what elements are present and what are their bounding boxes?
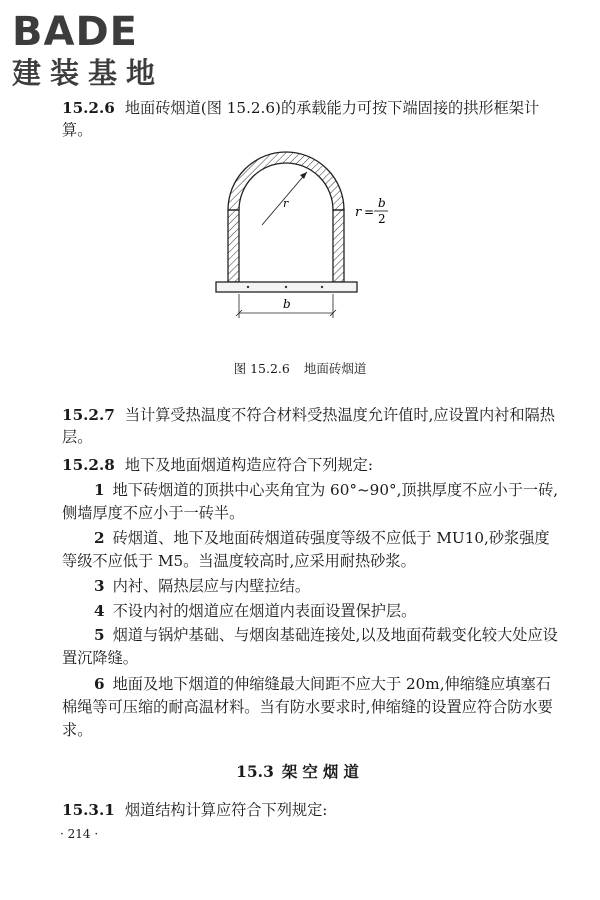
item-number: 3: [94, 577, 105, 595]
dimension-b-label: b: [283, 297, 291, 311]
clause-15-2-8: [62, 454, 562, 476]
list-item: [62, 575, 562, 598]
clause-number: 15.2.6: [62, 99, 115, 117]
clause-number: 15.2.8: [62, 456, 115, 474]
logo-brand: BADE: [12, 9, 138, 55]
clause-15-3-1: [62, 799, 562, 821]
list-item: [62, 600, 562, 623]
item-number: 4: [94, 602, 105, 620]
frac-den-label: 2: [378, 212, 386, 226]
caption-number: 图 15.2.6: [233, 361, 290, 376]
figure-brick-flue: [0, 0, 600, 360]
clause-text: 地下及地面烟道构造应符合下列规定:: [124, 456, 373, 474]
item-text: 地下砖烟道的顶拱中心夹角宜为 60°~90°,顶拱厚度不应小于一砖,侧墙厚度不应小于一砖半。: [62, 481, 559, 522]
right-wall: [333, 210, 344, 282]
item-number: 6: [94, 675, 105, 693]
page-number: · 214 ·: [60, 827, 99, 841]
eq-label: =: [364, 205, 375, 219]
frac-num-label: b: [378, 196, 386, 210]
item-number: 5: [94, 626, 105, 644]
section-title: 架空烟道: [281, 762, 364, 781]
clause-15-2-7: [62, 404, 562, 448]
section-number: 15.3: [236, 762, 274, 781]
list-item: [62, 479, 562, 525]
section-heading-15-3: [0, 760, 600, 782]
list-item: [62, 527, 562, 573]
item-number: 2: [94, 529, 105, 547]
item-text: 地面及地下烟道的伸缩缝最大间距不应大于 20m,伸缩缝应填塞石棉绳等可压缩的耐高温材料。当有防水要求时,伸缩缝的设置应符合防水要求。: [62, 675, 553, 739]
list-item: [62, 673, 562, 742]
clause-text: 烟道结构计算应符合下列规定:: [124, 801, 328, 819]
clause-text: 地面砖烟道(图 15.2.6)的承载能力可按下端固接的拱形框架计算。: [62, 99, 540, 139]
left-wall: [228, 210, 239, 282]
radius-label: r: [283, 197, 289, 210]
r-label: r: [355, 205, 362, 220]
item-text: 不设内衬的烟道应在烟道内表面设置保护层。: [112, 602, 417, 620]
item-text: 内衬、隔热层应与内壁拉结。: [112, 577, 311, 595]
figure-caption: [0, 359, 600, 377]
logo-subtitle: 建装基地: [12, 56, 165, 90]
caption-title: 地面砖烟道: [303, 361, 367, 376]
clause-number: 15.3.1: [62, 801, 115, 819]
item-text: 烟道与锅炉基础、与烟囱基础连接处,以及地面荷载变化较大处应设置沉降缝。: [62, 626, 558, 667]
list-item: [62, 624, 562, 670]
clause-number: 15.2.7: [62, 406, 115, 424]
item-number: 1: [94, 481, 105, 499]
item-text: 砖烟道、地下及地面砖烟道砖强度等级不应低于 MU10,砂浆强度等级不应低于 M5。当温度较高时,应采用耐热砂浆。: [62, 529, 550, 570]
clause-text: 当计算受热温度不符合材料受热温度允许值时,应设置内衬和隔热层。: [62, 406, 555, 446]
